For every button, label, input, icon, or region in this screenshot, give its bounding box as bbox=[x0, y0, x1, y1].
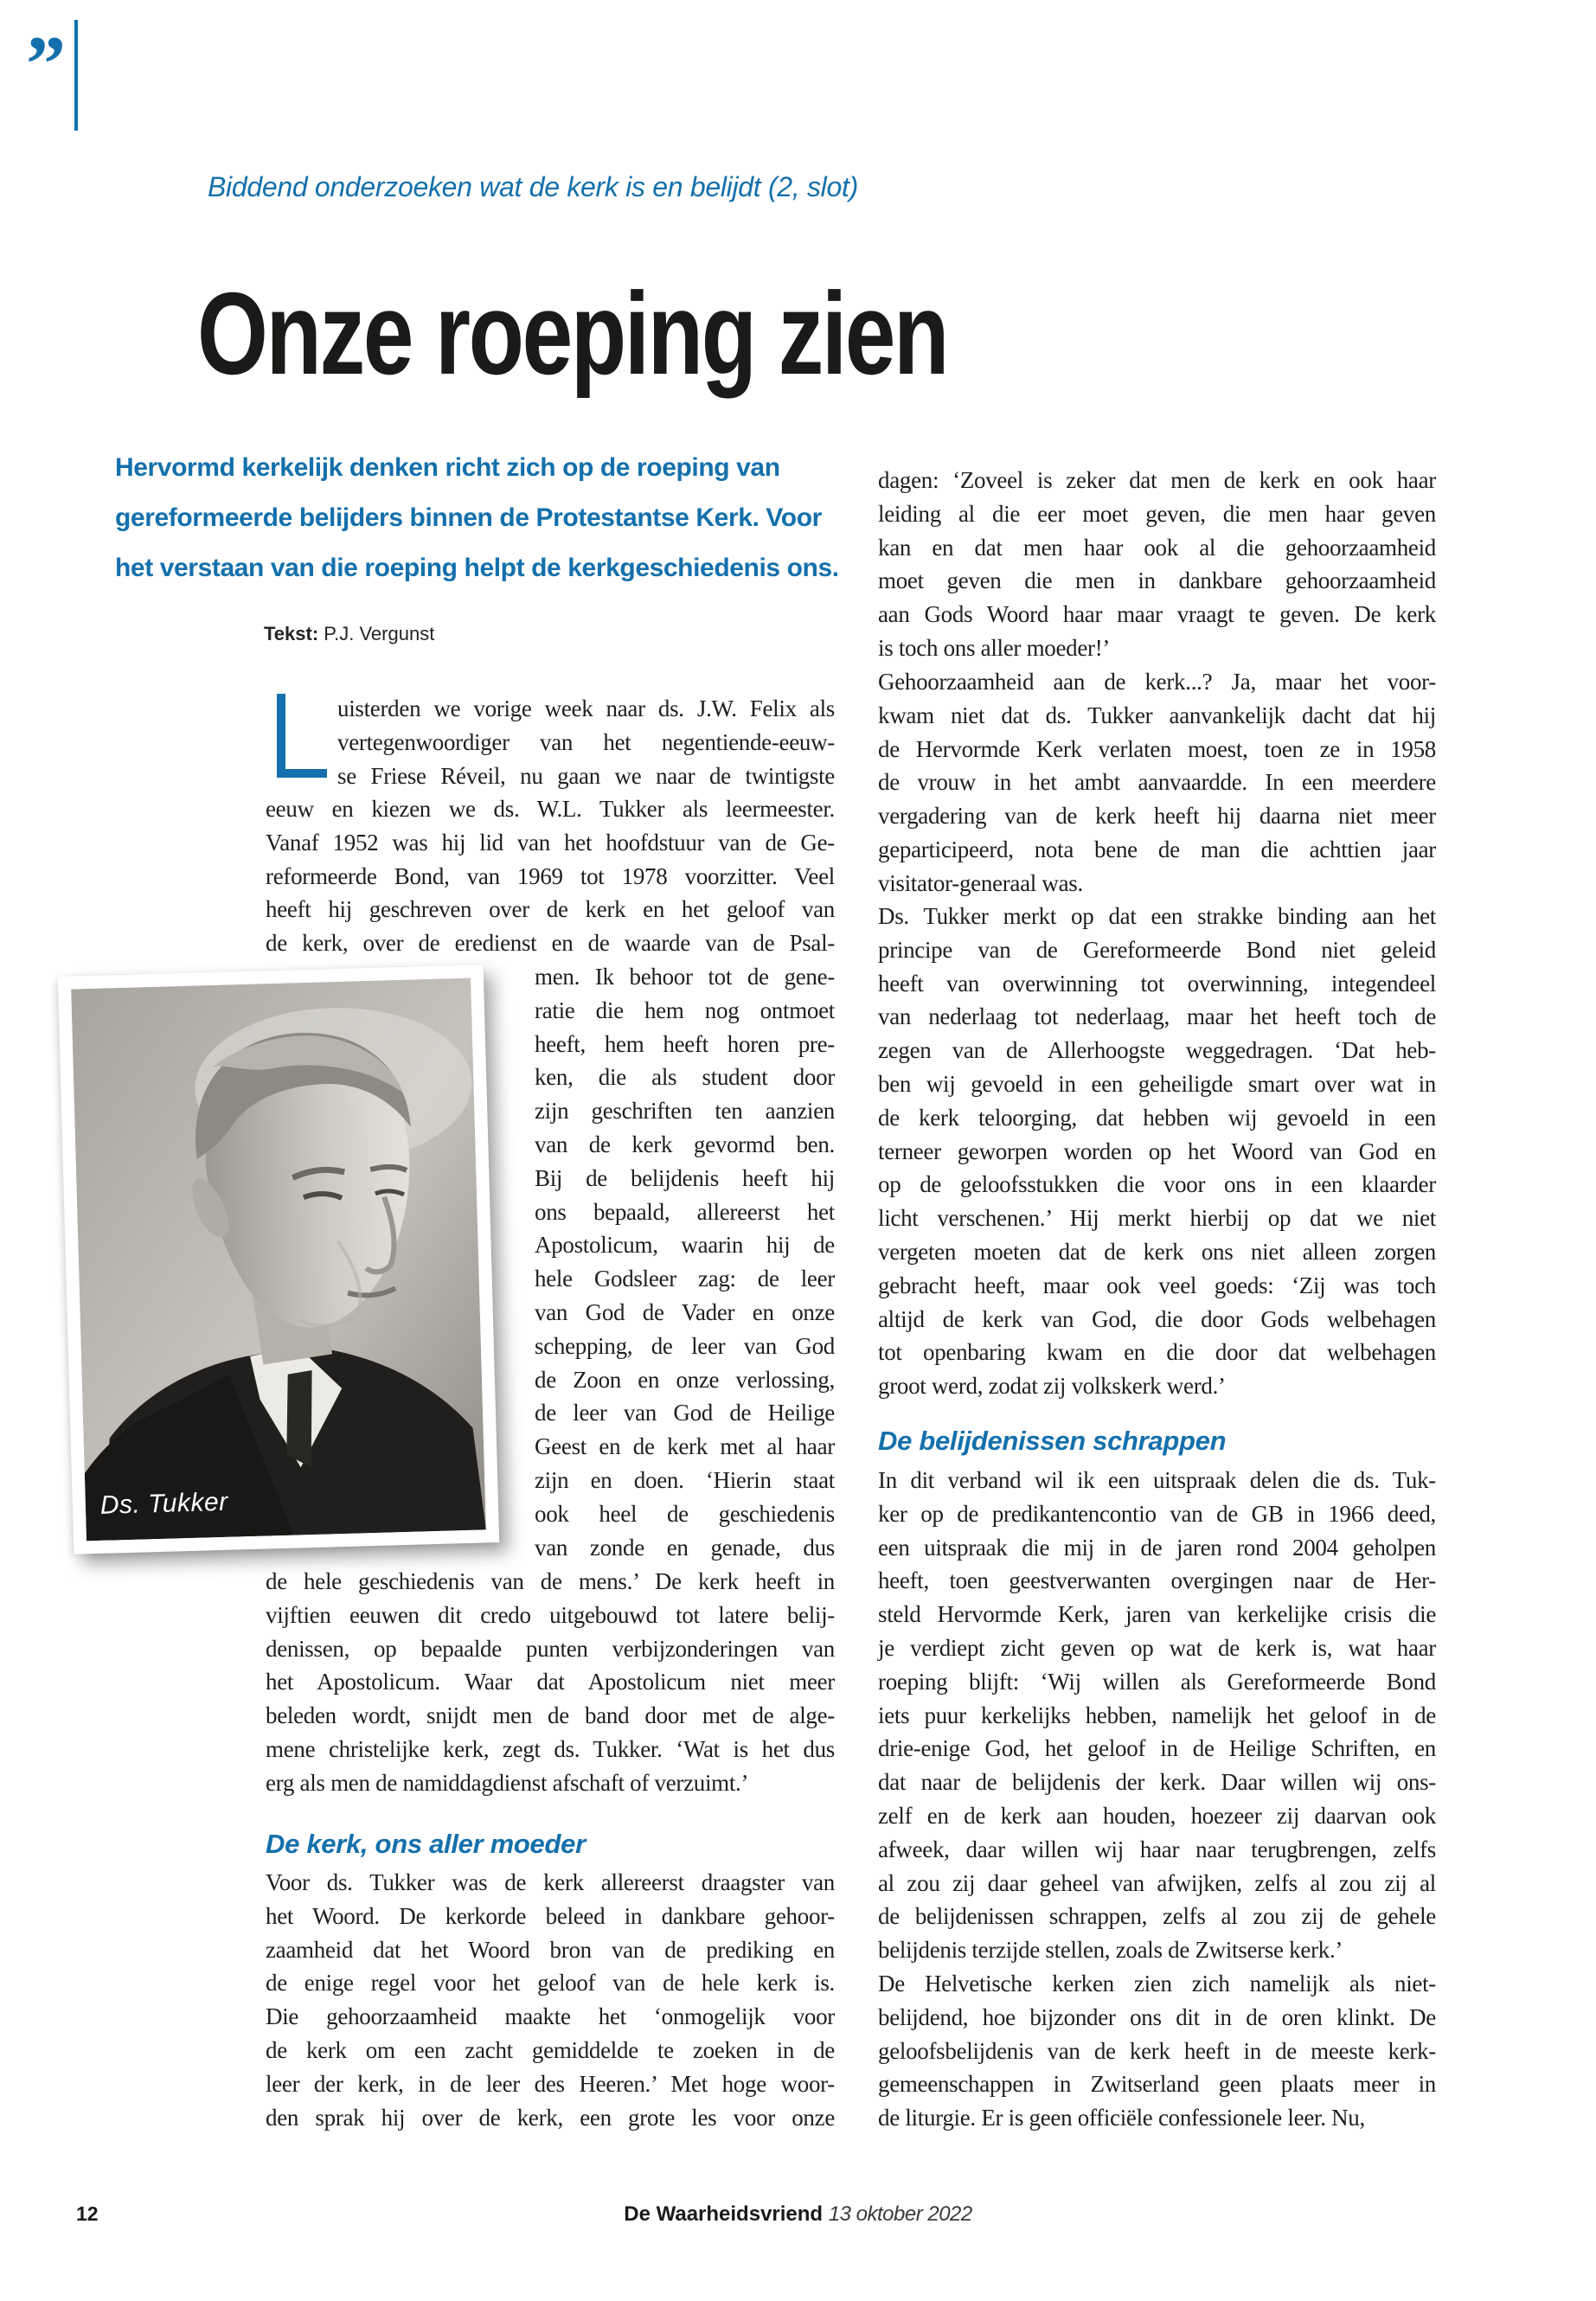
text-line: Voor ds. Tukker was de kerk allereerst draagster van bbox=[266, 1869, 835, 1895]
text-line: van de kerk gevormd ben. bbox=[535, 1131, 835, 1157]
quote-mark-icon: ” bbox=[26, 20, 66, 108]
col2-paragraph-1 bbox=[878, 464, 1436, 665]
text-line: denissen, op bepaalde punten verbijzonderingen van bbox=[266, 1635, 835, 1662]
text-line: vergadering van de kerk heeft hij daarna niet meer bbox=[878, 803, 1436, 830]
text-line: Gehoorzaamheid aan de kerk...? Ja, maar het voor- bbox=[878, 669, 1436, 695]
text-line: altijd de kerk van God, die door Gods welbehagen bbox=[878, 1305, 1436, 1332]
col2-paragraph-2 bbox=[878, 665, 1436, 901]
text-line: Geest en de kerk met al haar bbox=[535, 1433, 835, 1460]
col2-paragraph-5 bbox=[878, 1967, 1436, 2135]
footer-magazine-name: De Waarheidsvriend bbox=[624, 2202, 824, 2226]
text-line: den sprak hij over de kerk, een grote les voor onze bbox=[266, 2104, 835, 2131]
portrait-photo bbox=[58, 965, 499, 1554]
text-line: eeuw en kiezen we ds. W.L. Tukker als leermeester. bbox=[266, 796, 835, 822]
text-line: ratie die hem nog ontmoet bbox=[535, 997, 835, 1023]
article-kicker: Biddend onderzoeken wat de kerk is en belijdt (2, slot) bbox=[208, 171, 858, 202]
col1-paragraph-last bbox=[266, 1866, 835, 2134]
text-line: zijn geschriften ten aanzien bbox=[535, 1098, 835, 1125]
text-line: gebracht heeft, maar ook veel goeds: ‘Zij was toch bbox=[878, 1272, 1436, 1298]
text-line: tot openbaring kwam en die door dat welbehagen bbox=[878, 1339, 1436, 1366]
subheading-de-kerk-ons-aller-moeder: De kerk, ons aller moeder bbox=[266, 1829, 586, 1859]
text-line: de Hervormde Kerk verlaten moest, toen ze in 1958 bbox=[878, 735, 1436, 762]
text-line: de Zoon en onze verlossing, bbox=[535, 1366, 835, 1393]
col1-paragraph-full bbox=[266, 792, 835, 960]
text-line: visitator-generaal was. bbox=[878, 869, 1083, 896]
text-line: mene christelijke kerk, zegt ds. Tukker. ‘Wat is het dus bbox=[266, 1735, 835, 1762]
text-line: vertegenwoordiger van het negentiende-eeuw- bbox=[337, 728, 835, 755]
text-line: leiding al die eer moet geven, die men haar geven bbox=[878, 500, 1436, 527]
text-line: je verdiept zicht geven op wat de kerk is, wat haar bbox=[878, 1634, 1436, 1661]
footer-page-number: 12 bbox=[76, 2202, 99, 2225]
text-line: zijn en doen. ‘Hierin staat bbox=[535, 1466, 835, 1493]
text-line: se Friese Réveil, nu gaan we naar de twintigste bbox=[337, 762, 835, 789]
text-line: dat naar de belijdenis der kerk. Daar willen wij ons- bbox=[878, 1769, 1436, 1796]
text-line: is toch ons aller moeder!’ bbox=[878, 634, 1111, 661]
photo-caption: Ds. Tukker bbox=[99, 1487, 229, 1520]
byline-label: Tekst: bbox=[264, 623, 319, 644]
text-line: geloofsbelijdenis van de kerk heeft in de meeste kerk- bbox=[878, 2037, 1436, 2064]
text-line: belijdenis terzijde stellen, zoals de Zwitserse kerk.’ bbox=[878, 1937, 1343, 1964]
text-line: vijftien eeuwen dit credo uitgebouwd tot latere belij- bbox=[266, 1601, 835, 1628]
article-title: Onze roeping zien bbox=[197, 268, 948, 399]
top-margin-rule bbox=[74, 20, 78, 131]
col2-paragraph-3 bbox=[878, 900, 1436, 1403]
subheading-de-belijdenissen-schrappen: De belijdenissen schrappen bbox=[878, 1426, 1227, 1456]
text-line: kwam niet dat ds. Tukker aanvankelijk dacht dat hij bbox=[878, 702, 1436, 728]
text-line: Bij de belijdenis heeft hij bbox=[535, 1164, 835, 1191]
byline-author: P.J. Vergunst bbox=[324, 623, 435, 644]
text-line: op de geloofsstukken die voor ons in een klaarder bbox=[878, 1171, 1436, 1198]
text-line: afweek, daar willen wij haar naar terugbrengen, zelfs bbox=[878, 1836, 1436, 1862]
text-line: ker op de predikantencontio van de GB in 1966 deed, bbox=[878, 1500, 1436, 1527]
text-line: Ds. Tukker merkt op dat een strakke binding aan het bbox=[878, 903, 1436, 929]
text-line: geparticipeerd, nota bene de man die achttien jaar bbox=[878, 836, 1436, 862]
text-line: de kerk om een zacht gemiddelde te zoeken in de bbox=[266, 2036, 835, 2063]
dropcap-letter-L bbox=[277, 694, 329, 778]
text-line: de leer van God de Heilige bbox=[535, 1400, 835, 1426]
text-line: uisterden we vorige week naar ds. J.W. Felix als bbox=[337, 695, 835, 721]
col1-paragraph-opening bbox=[337, 692, 835, 792]
col1-paragraph-below-photo bbox=[266, 1565, 835, 1800]
text-line: dagen: ‘Zoveel is zeker dat men de kerk en ook haar bbox=[878, 467, 1436, 493]
text-line: In dit verband wil ik een uitspraak delen die ds. Tuk- bbox=[878, 1467, 1436, 1493]
col2-paragraph-4 bbox=[878, 1464, 1436, 1967]
text-line: van God de Vader en onze bbox=[535, 1298, 835, 1325]
dropcap-vertical-bar bbox=[277, 694, 285, 778]
text-line: drie-enige God, het geloof in de Heilige Schriften, en bbox=[878, 1735, 1436, 1762]
text-line: kan en dat men haar ook al die gehoorzaamheid bbox=[878, 534, 1436, 561]
text-line: de kerk, over de eredienst en de waarde van de Psal- bbox=[266, 930, 835, 957]
text-line: de hele geschiedenis van de mens.’ De kerk heeft in bbox=[266, 1568, 835, 1594]
text-line: zelf en de kerk aan houden, hoezeer zij daarvan ook bbox=[878, 1802, 1436, 1829]
text-line: Vanaf 1952 was hij lid van het hoofdstuur van de Ge- bbox=[266, 829, 835, 856]
text-line: ons bepaald, allereerst het bbox=[535, 1198, 835, 1225]
text-line: roeping blijft: ‘Wij willen als Gereformeerde Bond bbox=[878, 1668, 1436, 1695]
text-line: vergeten moeten dat de kerk ons niet alleen zorgen bbox=[878, 1238, 1436, 1265]
text-line: ken, die als student door bbox=[535, 1064, 835, 1091]
text-line: belijdend, hoe bijzonder ons dit in de oren klinkt. De bbox=[878, 2003, 1436, 2030]
text-line: Hervormd kerkelijk denken richt zich op de roeping van bbox=[115, 453, 780, 482]
text-line: zegen van de Allerhoogste weggedragen. ‘Dat heb- bbox=[878, 1037, 1436, 1064]
text-line: ben wij gevoeld in een geheiligde smart over wat in bbox=[878, 1070, 1436, 1097]
text-line: Die gehoorzaamheid maakte het ‘onmogelijk voor bbox=[266, 2003, 835, 2030]
text-line: iets puur kerkelijks hebben, namelijk het geloof in de bbox=[878, 1702, 1436, 1728]
text-line: gemeenschappen in Zwitserland geen plaats meer in bbox=[878, 2071, 1436, 2098]
text-line: De Helvetische kerken zien zich namelijk als niet- bbox=[878, 1971, 1436, 1997]
text-line: de kerk teloorging, dat hebben wij gevoeld in een bbox=[878, 1104, 1436, 1131]
text-line: beleden wordt, snijdt men de band door met de alge- bbox=[266, 1702, 835, 1729]
text-line: de vrouw in het ambt aanvaardde. In een meerdere bbox=[878, 769, 1436, 796]
text-line: steld Hervormde Kerk, jaren van kerkelijke crisis die bbox=[878, 1601, 1436, 1628]
text-line: schepping, de leer van God bbox=[535, 1332, 835, 1359]
text-line: van nederlaag tot nederlaag, maar het heeft toch de bbox=[878, 1003, 1436, 1030]
dropcap-horizontal-bar bbox=[277, 769, 327, 778]
text-line: zaamheid dat het Woord bron van de prediking en bbox=[266, 1936, 835, 1963]
text-line: groot werd, zodat zij volkskerk werd.’ bbox=[878, 1373, 1226, 1400]
text-line: heeft, toen geestverwanten overgingen naar de Her- bbox=[878, 1567, 1436, 1594]
text-line: ook heel de geschiedenis bbox=[535, 1500, 835, 1527]
byline bbox=[264, 623, 434, 645]
text-line: het Woord. De kerkorde beleed in dankbare gehoor- bbox=[266, 1902, 835, 1929]
text-line: heeft, hem heeft horen pre- bbox=[535, 1030, 835, 1057]
article-intro bbox=[115, 443, 868, 593]
text-line: aan Gods Woord haar maar vraagt te geven. De kerk bbox=[878, 601, 1436, 628]
text-line: leer der kerk, in de leer des Heeren.’ Met hoge woor- bbox=[266, 2070, 835, 2097]
text-line: gereformeerde belijders binnen de Protestantse Kerk. Voor bbox=[115, 503, 822, 532]
text-line: hele Godsleer zag: de leer bbox=[535, 1266, 835, 1292]
text-line: de enige regel voor het geloof van de hele kerk is. bbox=[266, 1970, 835, 1997]
text-line: het verstaan van die roeping helpt de kerkgeschiedenis ons. bbox=[115, 554, 839, 582]
text-line: moet geven die men in dankbare gehoorzaamheid bbox=[878, 567, 1436, 594]
text-line: terneer geworpen worden op het Woord van God en bbox=[878, 1138, 1436, 1164]
text-line: de liturgie. Er is geen officiële confessionele leer. Nu, bbox=[878, 2105, 1365, 2131]
footer-issue-date: 13 oktober 2022 bbox=[828, 2202, 972, 2226]
text-line: principe van de Gereformeerde Bond niet geleid bbox=[878, 936, 1436, 963]
text-line: reformeerde Bond, van 1969 tot 1978 voorzitter. Veel bbox=[266, 862, 835, 889]
text-line: van zonde en genade, dus bbox=[535, 1534, 835, 1561]
text-line: al zou zij daar geheel van afwijken, zelfs al zou zij al bbox=[878, 1869, 1436, 1896]
portrait-photo-image bbox=[71, 978, 486, 1541]
text-line: Apostolicum, waarin hij de bbox=[535, 1232, 835, 1259]
text-line: een uitspraak die mij in de jaren rond 2004 geholpen bbox=[878, 1534, 1436, 1561]
text-line: erg als men de namiddagdienst afschaft of verzuimt.’ bbox=[266, 1769, 749, 1796]
text-line: het Apostolicum. Waar dat Apostolicum niet meer bbox=[266, 1669, 835, 1695]
footer-magazine-line bbox=[0, 2202, 1596, 2227]
text-line: de belijdenissen schrappen, zelfs al zou zij de gehele bbox=[878, 1903, 1436, 1930]
text-line: men. Ik behoor tot de gene- bbox=[535, 964, 835, 990]
col1-paragraph-beside-photo bbox=[535, 960, 835, 1564]
text-line: licht verschenen.’ Hij merkt hierbij op dat we niet bbox=[878, 1205, 1436, 1232]
text-line: heeft hij geschreven over de kerk en het geloof van bbox=[266, 896, 835, 923]
text-line: heeft van overwinning tot overwinning, integendeel bbox=[878, 970, 1436, 997]
